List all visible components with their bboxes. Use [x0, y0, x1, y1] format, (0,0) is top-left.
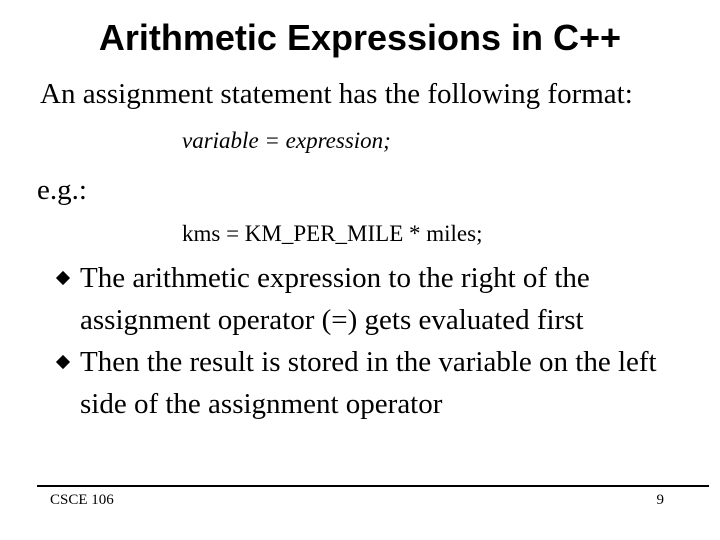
diamond-bullet-icon [56, 355, 70, 369]
bullet-item [46, 257, 696, 341]
bullet-text: Then the result is stored in the variable on the left side of the assignment operator [80, 346, 657, 420]
example-code: kms = KM_PER_MILE * miles; [182, 221, 483, 246]
format-syntax: variable = expression; [182, 128, 391, 153]
bullet-list [46, 257, 696, 425]
diamond-bullet-icon [56, 271, 70, 285]
bullet-item [46, 341, 696, 425]
example-label: e.g.: [37, 174, 87, 206]
footer-course-label: CSCE 106 [50, 492, 114, 508]
footer-divider [37, 485, 709, 487]
intro-text: An assignment statement has the following format: [40, 78, 633, 110]
bullet-text: The arithmetic expression to the right of the assignment operator (=) gets evaluated first [80, 262, 590, 336]
page-number: 9 [656, 492, 664, 508]
slide-title: Arithmetic Expressions in C++ [98, 17, 622, 58]
